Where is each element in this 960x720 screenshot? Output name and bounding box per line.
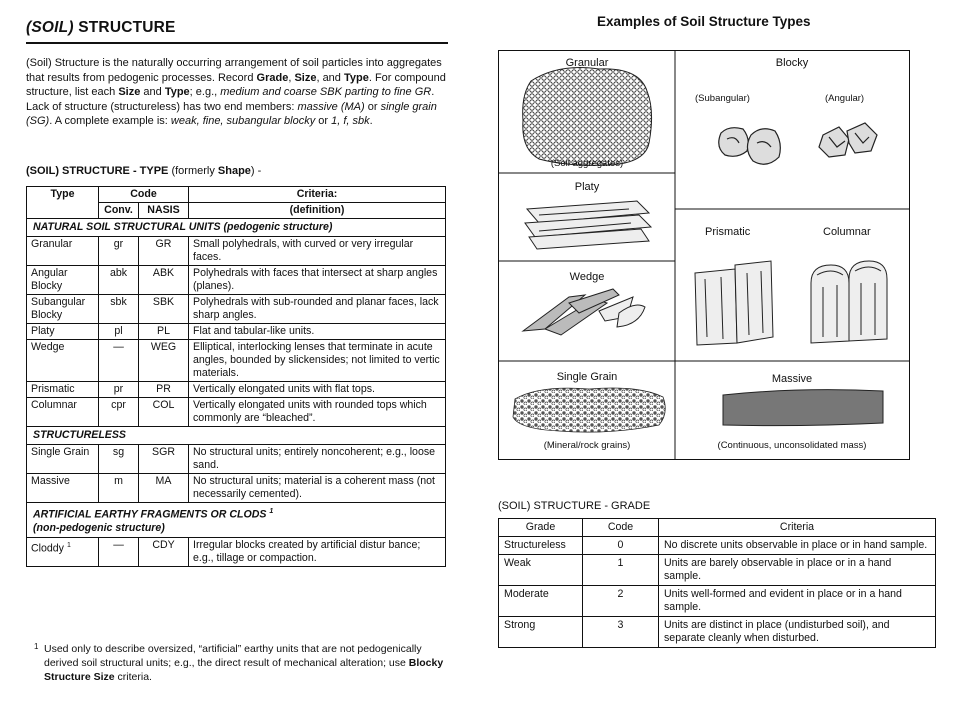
table-row: Massive m MA No structural units; material is a coherent mass (not necessarily cemented). [27, 474, 446, 503]
platy-illustration [525, 201, 651, 249]
table-row: Cloddy $^1$ — CDY Irregular blocks created by artificial distur bance; e.g., tillage or compaction. [27, 537, 446, 566]
header-conv: Conv. [99, 203, 139, 219]
page-title [26, 19, 176, 37]
table-row: Structureless 0 No discrete units observable in place or in hand sample. [499, 537, 936, 555]
prismatic-illustration [695, 261, 773, 345]
label-angular: (Angular) [825, 93, 865, 104]
table-row: Weak 1 Units are barely observable in place or in a hand sample. [499, 555, 936, 586]
examples-title: Examples of Soil Structure Types [597, 14, 811, 29]
subangular-blocky-illustration [719, 128, 781, 165]
table-row: Platy pl PL Flat and tabular-like units. [27, 324, 446, 340]
structure-examples-figure [498, 50, 910, 460]
footnote: 1 Used only to describe oversized, “artificial” earthy units that are not pedogenically derived soil structural units; e.g., the direct result of mechanical alteration; use Blocky Structure Size criteria. [34, 642, 444, 683]
table-row: Subangular Blocky sbk SBK Polyhedrals with sub-rounded and planar faces, lack sharp angles. [27, 295, 446, 324]
header-nasis: NASIS [139, 203, 189, 219]
grade-section-heading: (SOIL) STRUCTURE - GRADE [498, 500, 651, 512]
table-row: Angular Blocky abk ABK Polyhedrals with faces that intersect at sharp angles (planes). [27, 266, 446, 295]
caption-granular: (Soil aggregates) [550, 158, 624, 169]
title-prefix: (SOIL) [26, 19, 74, 36]
header-type: Type [27, 187, 99, 219]
caption-single-grain: (Mineral/rock grains) [543, 440, 631, 451]
table-row: Wedge — WEG Elliptical, interlocking lenses that terminate in acute angles, bounded by slickensides; not limited to vertic materials. [27, 340, 446, 382]
header-code: Code [583, 519, 659, 537]
header-grade: Grade [499, 519, 583, 537]
label-subangular: (Subangular) [695, 93, 750, 104]
caption-massive: (Continuous, unconsolidated mass) [717, 440, 867, 451]
granular-illustration [523, 68, 652, 166]
table-row: Granular gr GR Small polyhedrals, with curved or very irregular faces. [27, 237, 446, 266]
single-grain-illustration [513, 388, 665, 432]
columnar-illustration [811, 261, 887, 343]
label-prismatic: Prismatic [705, 226, 751, 238]
structure-grade-table [498, 518, 936, 648]
label-massive: Massive [771, 373, 813, 385]
section-structureless: STRUCTURELESS [27, 427, 446, 445]
angular-blocky-illustration [819, 123, 877, 157]
table-row: Prismatic pr PR Vertically elongated units with flat tops. [27, 382, 446, 398]
label-columnar: Columnar [823, 226, 871, 238]
header-code: Code [99, 187, 189, 203]
intro-paragraph: (Soil) Structure is the naturally occurring arrangement of soil particles into aggregates that results from pedogenic processes. Record Grade, Size, and Type. For compound structure, list each Size and Type; e.g., medium and coarse SBK parting to fine GR. Lack of structure (structureless) has two end members: massive (MA) or single grain (SG). A complete example is: weak, fine, subangular blocky or 1, f, sbk. [26, 57, 446, 128]
footnote-mark: 1 [34, 642, 39, 651]
label-granular: Granular [565, 57, 609, 69]
table-row: Strong 3 Units are distinct in place (undisturbed soil), and separate cleanly when disturbed. [499, 617, 936, 648]
examples-illustration [499, 51, 909, 459]
title-main: STRUCTURE [78, 19, 176, 36]
label-blocky: Blocky [775, 57, 809, 69]
section-artificial: ARTIFICIAL EARTHY FRAGMENTS OR CLODS $^1$ (non-pedogenic structure) [27, 503, 446, 538]
table-row: Columnar cpr COL Vertically elongated units with rounded tops which commonly are “bleached”. [27, 398, 446, 427]
table-row: Single Grain sg SGR No structural units; entirely noncoherent; e.g., loose sand. [27, 445, 446, 474]
type-section-heading: (SOIL) STRUCTURE - TYPE (formerly Shape) - [26, 165, 262, 177]
label-single-grain: Single Grain [556, 371, 618, 383]
label-platy: Platy [574, 181, 600, 193]
header-criteria: Criteria: [189, 187, 446, 203]
header-criteria: Criteria [659, 519, 936, 537]
massive-illustration [723, 390, 883, 426]
table-row: Moderate 2 Units well-formed and evident in place or in a hand sample. [499, 586, 936, 617]
structure-type-table [26, 186, 446, 567]
wedge-illustration [523, 289, 645, 335]
title-underline [26, 42, 448, 44]
header-definition: (definition) [189, 203, 446, 219]
label-wedge: Wedge [569, 271, 605, 283]
section-natural: NATURAL SOIL STRUCTURAL UNITS (pedogenic structure) [27, 219, 446, 237]
